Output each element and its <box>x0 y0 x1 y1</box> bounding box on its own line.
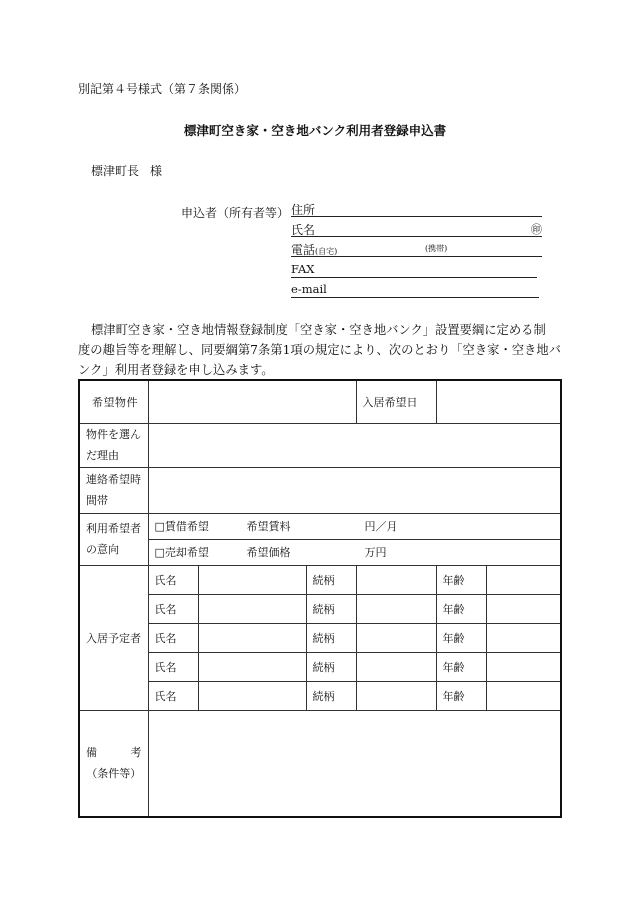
resident-age-label: 年齢 <box>436 681 486 710</box>
resident-name-label: 氏名 <box>148 565 198 594</box>
applicant-label: 申込者（所有者等） <box>181 206 290 220</box>
email-label: e-mail <box>291 282 327 296</box>
sale-checkbox[interactable]: □売却希望 <box>154 546 209 559</box>
seal-icon: ㊞ <box>531 223 542 236</box>
intent-label: 利用希望者 の意向 <box>79 513 148 565</box>
document-title: 標津町空き家・空き地バンク利用者登録申込書 <box>183 123 447 138</box>
remarks-label: 備 考 （条件等） <box>79 710 148 817</box>
email-field[interactable] <box>291 282 539 298</box>
intro-line-2: 度の趣旨等を理解し、同要綱第7条第1項の規定により、次のとおり「空き家・空き地バ <box>78 343 561 357</box>
remarks-cell[interactable] <box>148 710 561 817</box>
resident-name-cell[interactable] <box>198 594 306 623</box>
sale-unit: 万円 <box>364 546 387 559</box>
phone-mobile-label: (携帯) <box>425 244 448 253</box>
move-in-date-label: 入居希望日 <box>356 380 436 423</box>
rent-checkbox[interactable]: □賃借希望 <box>154 520 209 533</box>
resident-age-cell[interactable] <box>486 681 561 710</box>
resident-name-label: 氏名 <box>148 652 198 681</box>
name-field[interactable] <box>291 221 542 237</box>
resident-age-cell[interactable] <box>486 594 561 623</box>
intro-line-1: 標津町空き家・空き地情報登録制度「空き家・空き地バンク」設置要綱に定める制 <box>91 323 546 337</box>
address-field[interactable] <box>291 201 542 217</box>
name-label: 氏名 <box>291 223 316 237</box>
desired-property-label: 希 望 物 件 <box>79 380 148 423</box>
sale-price-label: 希望価格 <box>246 546 291 559</box>
resident-name-label: 氏名 <box>148 594 198 623</box>
addressee-honorific: 様 <box>150 164 163 178</box>
contact-time-cell[interactable] <box>148 467 561 513</box>
resident-age-cell[interactable] <box>486 623 561 652</box>
resident-relation-cell[interactable] <box>356 652 436 681</box>
move-in-date-cell[interactable] <box>436 380 561 423</box>
resident-relation-label: 続柄 <box>306 594 356 623</box>
phone-home-label: (自宅) <box>315 247 338 256</box>
resident-relation-label: 続柄 <box>306 652 356 681</box>
resident-relation-cell[interactable] <box>356 681 436 710</box>
resident-relation-label: 続柄 <box>306 623 356 652</box>
phone-label: 電話 <box>291 243 316 257</box>
rent-price-label: 希望賃料 <box>246 520 291 533</box>
resident-name-cell[interactable] <box>198 565 306 594</box>
reason-label: 物件を選ん だ理由 <box>79 423 148 467</box>
addressee-name: 標津町長 <box>91 164 140 178</box>
desired-property-cell[interactable] <box>148 380 356 423</box>
form-number: 別記第４号様式（第７条関係） <box>78 82 247 96</box>
resident-name-label: 氏名 <box>148 681 198 710</box>
resident-age-cell[interactable] <box>486 565 561 594</box>
remarks-sublabel: （条件等） <box>86 767 142 781</box>
sale-option-row[interactable] <box>148 539 561 565</box>
resident-relation-label: 続柄 <box>306 681 356 710</box>
resident-name-cell[interactable] <box>198 652 306 681</box>
resident-name-label: 氏名 <box>148 623 198 652</box>
rent-unit: 円／月 <box>364 520 398 533</box>
resident-age-label: 年齢 <box>436 594 486 623</box>
resident-relation-label: 続柄 <box>306 565 356 594</box>
phone-field[interactable] <box>291 241 542 257</box>
resident-name-cell[interactable] <box>198 623 306 652</box>
resident-age-label: 年齢 <box>436 565 486 594</box>
resident-relation-cell[interactable] <box>356 565 436 594</box>
contact-time-label: 連絡希望時 間帯 <box>79 467 148 513</box>
fax-label: FAX <box>291 262 315 276</box>
resident-relation-cell[interactable] <box>356 594 436 623</box>
resident-age-label: 年齢 <box>436 623 486 652</box>
address-label: 住所 <box>291 203 316 217</box>
registration-table <box>78 379 560 818</box>
intro-line-3: ンク」利用者登録を申し込みます。 <box>78 363 274 377</box>
residents-label: 入居予定者 <box>79 565 148 710</box>
resident-relation-cell[interactable] <box>356 623 436 652</box>
resident-age-label: 年齢 <box>436 652 486 681</box>
resident-name-cell[interactable] <box>198 681 306 710</box>
reason-cell[interactable] <box>148 423 561 467</box>
rent-option-row[interactable] <box>148 513 561 539</box>
resident-age-cell[interactable] <box>486 652 561 681</box>
fax-field[interactable] <box>291 262 537 278</box>
